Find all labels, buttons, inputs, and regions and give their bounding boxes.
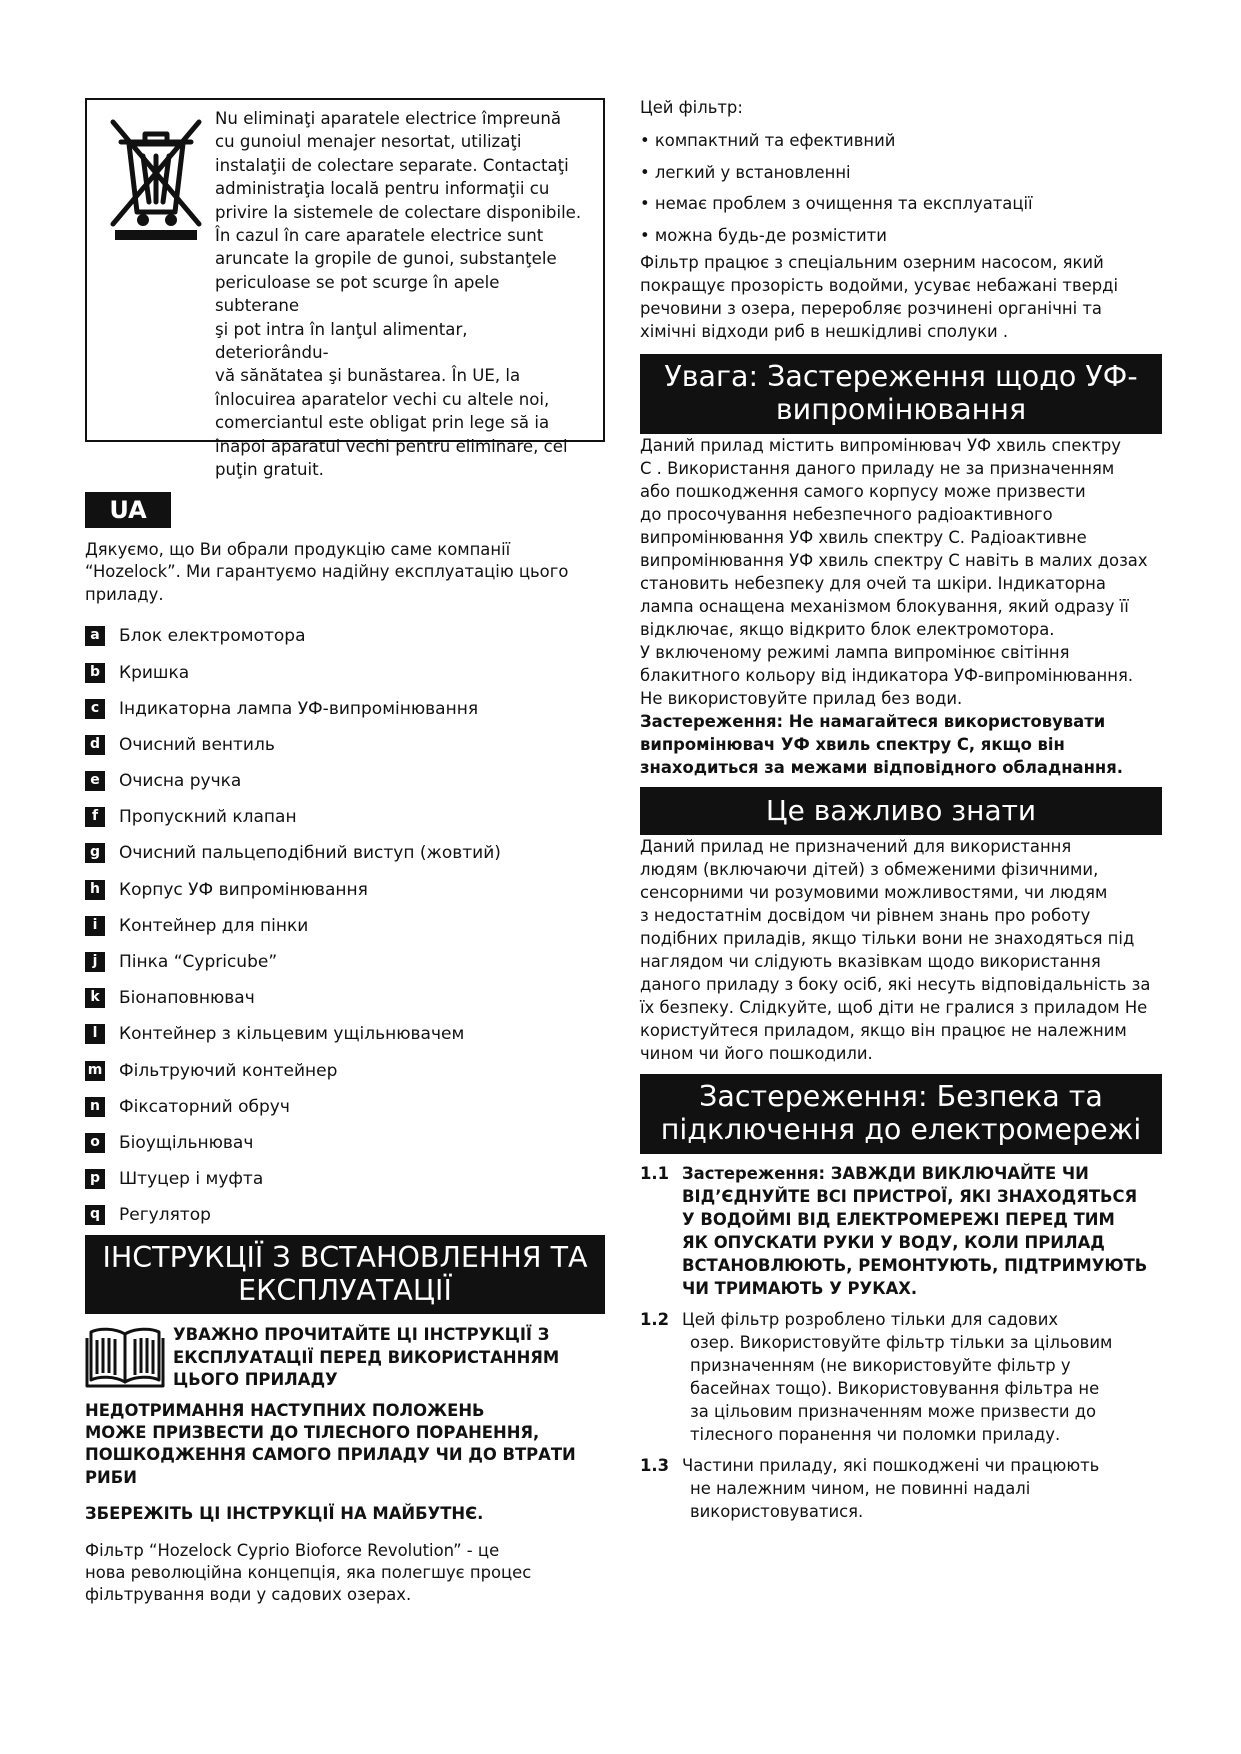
part-label: Біоущільнювач [119, 1132, 254, 1153]
intro-line: приладу. [85, 584, 164, 604]
part-letter-badge: o [85, 1133, 105, 1153]
warning-line: МОЖЕ ПРИЗВЕСТИ ДО ТІЛЕСНОГО ПОРАНЕННЯ, [85, 1423, 540, 1443]
important-line: сенсорними чи розумовими можливостями, чи людям [640, 883, 1108, 902]
part-letter-badge: g [85, 843, 105, 863]
safety-line: не належним чином, не повинні надалі [690, 1479, 1031, 1498]
part-item-a [85, 618, 605, 654]
uv-line: випромінювання УФ хвиль спектру С. Радіоактивне [640, 528, 1087, 547]
part-label: Контейнер для пінки [119, 915, 309, 936]
part-letter-badge: c [85, 699, 105, 719]
uv-line: становить небезпеку для очей та шкіри. Індикаторна [640, 574, 1106, 593]
uv-paragraph-1 [640, 434, 1162, 641]
part-item-q [85, 1197, 605, 1233]
safety-line: тілесного поранення чи поломки приладу. [690, 1425, 1061, 1444]
part-label: Блок електромотора [119, 626, 306, 647]
parts-list [85, 618, 605, 1233]
weee-line: puţin gratuit. [215, 460, 324, 480]
safety-line: басейнах тощо). Використовування фільтра не [690, 1379, 1100, 1398]
part-label: Кришка [119, 662, 190, 683]
heading-line: Застереження: Безпека та [699, 1080, 1103, 1113]
important-line: наглядом чи слідують вказівкам щодо використання [640, 952, 1101, 971]
safety-item-1-2 [640, 1308, 1162, 1446]
uv-line: блакитного кольору від індикатора УФ-випромінювання. [640, 666, 1134, 685]
important-line: людям (включаючи дітей) з обмеженими фізичними, [640, 860, 1099, 879]
uv-line: лампа оснащена механізмом блокування, який одразу її [640, 597, 1129, 616]
important-line: даного приладу з боку осіб, які несуть відповідальність за [640, 975, 1151, 994]
part-letter-badge: l [85, 1024, 105, 1044]
heading-line: випромінювання [775, 393, 1027, 426]
weee-line: periculoase se pot scurge în apele subterane [215, 272, 500, 316]
safety-line: озер. Використовуйте фільтр тільки за цільовим [690, 1333, 1113, 1352]
uv-paragraph-2 [640, 641, 1162, 710]
part-label: Індикаторна лампа УФ-випромінювання [119, 698, 479, 719]
part-label: Штуцер і муфта [119, 1169, 264, 1190]
safety-line: Застереження: ЗАВЖДИ ВИКЛЮЧАЙТЕ ЧИ [682, 1164, 1089, 1183]
read-line: УВАЖНО ПРОЧИТАЙТЕ ЦІ ІНСТРУКЦІЇ З [173, 1325, 550, 1345]
uv-line: відключає, якщо відкрито блок електромотора. [640, 620, 1055, 639]
safety-item-body [682, 1162, 1162, 1300]
weee-line: înapoi aparatul vechi pentru eliminare, cel [215, 436, 568, 456]
part-letter-badge: d [85, 735, 105, 755]
safety-line: ВСТАНОВЛЮЮТЬ, РЕМОНТУЮТЬ, ПІДТРИМУЮТЬ [682, 1256, 1148, 1275]
part-letter-badge: n [85, 1097, 105, 1117]
part-letter-badge: k [85, 988, 105, 1008]
part-item-l [85, 1016, 605, 1052]
uv-warning-text [640, 710, 1162, 779]
weee-line: aruncate la gropile de gunoi, substanţele [215, 249, 557, 269]
weee-line: cu gunoiul menajer nesortat, utilizaţi [215, 132, 522, 152]
heading-line: підключення до електромережі [660, 1113, 1142, 1146]
uv-line: Не використовуйте прилад без води. [640, 689, 963, 708]
safety-line: Цей фільтр розроблено тільки для садових [682, 1310, 1059, 1329]
important-line: користуйтеся приладом, якщо він працює не належним [640, 1021, 1127, 1040]
weee-notice-box [85, 98, 605, 480]
safety-item-number: 1.2 [640, 1310, 670, 1329]
part-letter-badge: h [85, 880, 105, 900]
feature-desc-line: Фільтр працює з спеціальним озерним насосом, який [640, 253, 1104, 272]
safety-line: У ВОДОЙМІ ВІД ЕЛЕКТРОМЕРЕЖІ ПЕРЕД ТИМ [682, 1210, 1115, 1229]
left-column [85, 98, 605, 1607]
read-instructions-row [85, 1324, 605, 1391]
part-label: Фільтруючий контейнер [119, 1060, 338, 1081]
part-item-h [85, 872, 605, 908]
important-line: чином чи його пошкодили. [640, 1044, 873, 1063]
part-label: Очисна ручка [119, 771, 242, 792]
feature-desc-line: речовини з озера, переробляє розчинені органічні та [640, 299, 1102, 318]
open-book-icon [85, 1324, 165, 1390]
uv-line: Даний прилад містить випромінювач УФ хвиль спектру [640, 436, 1121, 455]
part-item-j [85, 944, 605, 980]
part-item-f [85, 799, 605, 835]
uv-warning-heading [640, 354, 1162, 434]
safety-line: призначенням (не використовуйте фільтр у [690, 1356, 1071, 1375]
heading-line: Увага: Застереження щодо УФ- [664, 360, 1138, 393]
right-column [640, 96, 1162, 1523]
features-list [640, 125, 1162, 251]
weee-line: comerciantul este obligat prin lege să ia [215, 413, 550, 433]
uv-warning-line: знаходиться за межами відповідного обладнання. [640, 758, 1123, 777]
important-line: Даний прилад не призначений для використання [640, 837, 1072, 856]
important-line: з недостатнім досвідом чи рівнем знань про роботу [640, 906, 1091, 925]
part-label: Корпус УФ випромінювання [119, 879, 368, 900]
weee-line: instalaţii de colectare separate. Contactaţi [215, 155, 569, 175]
part-label: Очисний вентиль [119, 734, 275, 755]
part-letter-badge: b [85, 663, 105, 683]
weee-line: administraţia locală pentru informaţii cu [215, 179, 550, 199]
heading-line: ЕКСПЛУАТАЦІЇ [238, 1274, 452, 1308]
safety-item-body [682, 1454, 1162, 1523]
intro-paragraph [85, 539, 605, 606]
uv-line: випромінювання УФ хвиль спектру С навіть в малих дозах [640, 551, 1148, 570]
part-item-k [85, 980, 605, 1016]
part-letter-badge: e [85, 771, 105, 791]
filter-description [85, 1540, 605, 1607]
part-label: Пінка “Cypricube” [119, 952, 278, 972]
part-letter-badge: a [85, 626, 105, 646]
safety-line: ЧИ ТРИМАЮТЬ У РУКАХ. [682, 1279, 918, 1298]
part-item-m [85, 1052, 605, 1088]
safety-line: використовуватися. [690, 1502, 864, 1521]
filter-line: Фільтр “Hozelock Cyprio Bioforce Revolution” - це [85, 1540, 500, 1560]
warning-line: РИБИ [85, 1467, 137, 1487]
weee-line: Nu eliminaţi aparatele electrice împreună [215, 109, 562, 128]
part-item-i [85, 908, 605, 944]
warning-line: НЕДОТРИМАННЯ НАСТУПНИХ ПОЛОЖЕНЬ [85, 1400, 485, 1420]
safety-item-number: 1.1 [640, 1164, 670, 1183]
uv-warning-line: Застереження: Не намагайтеся використовувати [640, 712, 1106, 731]
safety-line: за цільовим призначенням може призвести до [690, 1402, 1097, 1421]
uv-line: У включеному режимі лампа випромінює світіння [640, 643, 1070, 662]
safety-items [640, 1162, 1162, 1523]
part-item-c [85, 691, 605, 727]
part-item-n [85, 1089, 605, 1125]
safety-line: ЯК ОПУСКАТИ РУКИ У ВОДУ, КОЛИ ПРИЛАД [682, 1233, 1105, 1252]
weee-line: înlocuirea aparatelor vechi cu altele noi, [215, 389, 550, 409]
crossed-bin-icon [101, 112, 211, 242]
part-item-d [85, 727, 605, 763]
weee-line: privire la sistemele de colectare disponibile. [215, 202, 582, 222]
part-item-e [85, 763, 605, 799]
uv-line: до просочування небезпечного радіоактивного [640, 505, 1053, 524]
uv-line: С . Використання даного приладу не за призначенням [640, 459, 1115, 478]
filter-line: нова революційна концепція, яка полегшує процес [85, 1563, 532, 1583]
safety-item-body [682, 1308, 1162, 1446]
safety-item-number: 1.3 [640, 1456, 670, 1475]
read-instructions-text [173, 1324, 559, 1391]
part-letter-badge: p [85, 1169, 105, 1189]
safety-line: ВІД’ЄДНУЙТЕ ВСІ ПРИСТРОЇ, ЯКІ ЗНАХОДЯТЬСЯ [682, 1187, 1138, 1206]
feature-bullet: • немає проблем з очищення та експлуатації [640, 188, 1162, 220]
part-item-b [85, 654, 605, 690]
part-item-p [85, 1161, 605, 1197]
read-line: ЦЬОГО ПРИЛАДУ [173, 1370, 338, 1390]
uv-line: або пошкодження самого корпусу може призвести [640, 482, 1086, 501]
part-label: Біонаповнювач [119, 988, 255, 1009]
instructions-heading [85, 1235, 605, 1314]
part-letter-badge: q [85, 1205, 105, 1225]
important-line: подібних приладів, якщо тільки вони не знаходяться під [640, 929, 1135, 948]
part-letter-badge: f [85, 807, 105, 827]
keep-instructions: ЗБЕРЕЖІТЬ ЦІ ІНСТРУКЦІЇ НА МАЙБУТНЄ. [85, 1504, 484, 1524]
safety-heading [640, 1074, 1162, 1154]
intro-line: Дякуємо, що Ви обрали продукцію саме компанії [85, 540, 511, 559]
important-heading: Це важливо знати [640, 787, 1162, 835]
feature-bullet: • легкий у встановленні [640, 157, 1162, 189]
important-paragraph [640, 835, 1162, 1065]
part-label: Пропускний клапан [119, 807, 297, 828]
heading-line: ІНСТРУКЦІЇ З ВСТАНОВЛЕННЯ ТА [102, 1241, 588, 1275]
safety-item-1-1 [640, 1162, 1162, 1300]
feature-desc-line: хімічні відходи риб в нешкідливі сполуки . [640, 322, 1009, 341]
weee-line: În cazul în care aparatele electrice sunt [215, 226, 544, 246]
weee-text [215, 107, 585, 482]
feature-bullet: • компактний та ефективний [640, 125, 1162, 157]
language-badge: UA [85, 492, 171, 528]
feature-bullet: • можна будь-де розмістити [640, 220, 1162, 252]
warning-line: ПОШКОДЖЕННЯ САМОГО ПРИЛАДУ ЧИ ДО ВТРАТИ [85, 1445, 576, 1465]
part-item-o [85, 1125, 605, 1161]
read-line: ЕКСПЛУАТАЦІЇ ПЕРЕД ВИКОРИСТАННЯМ [173, 1347, 560, 1367]
features-lead: Цей фільтр: [640, 98, 743, 117]
weee-line: şi pot intra în lanţul alimentar, deteriorându- [215, 319, 468, 363]
feature-desc-line: покращує прозорість водойми, усуває небажані тверді [640, 276, 1119, 295]
part-label: Фіксаторний обруч [119, 1096, 290, 1117]
filter-line: фільтрування води у садових озерах. [85, 1585, 412, 1605]
weee-line: vă sănătatea şi bunăstarea. În UE, la [215, 366, 521, 386]
part-letter-badge: j [85, 952, 105, 972]
important-line: їх безпеку. Слідкуйте, щоб діти не гралися з приладом Не [640, 998, 1148, 1017]
injury-warning [85, 1400, 605, 1490]
part-label: Регулятор [119, 1205, 211, 1226]
safety-line: Частини приладу, які пошкоджені чи працюють [682, 1456, 1100, 1475]
part-letter-badge: i [85, 916, 105, 936]
safety-item-1-3 [640, 1454, 1162, 1523]
part-label: Очисний пальцеподібний виступ (жовтий) [119, 843, 501, 864]
features-description [640, 251, 1162, 343]
part-item-g [85, 835, 605, 871]
uv-warning-line: випромінювач УФ хвиль спектру С, якщо він [640, 735, 1065, 754]
part-letter-badge: m [85, 1061, 105, 1081]
intro-line: “Hozelock”. Ми гарантуємо надійну експлуатацію цього [85, 562, 569, 582]
part-label: Контейнер з кільцевим ущільнювачем [119, 1024, 465, 1045]
